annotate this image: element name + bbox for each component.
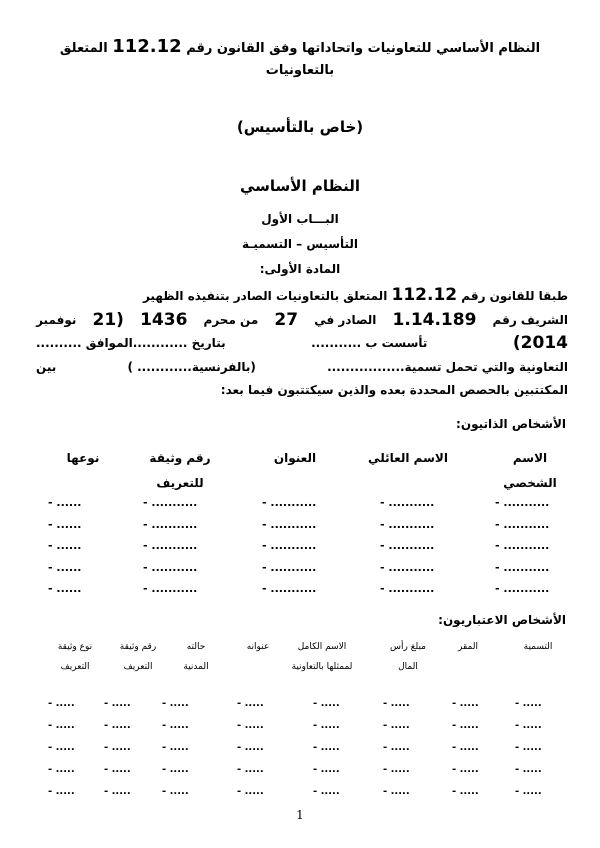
table-cell: - ........... (380, 496, 435, 509)
table-cell: - ..... (452, 720, 479, 731)
table-cell: - ..... (162, 742, 189, 753)
dahir-number: 1.14.189 (392, 309, 477, 330)
section-heading: النظام الأساسي (240, 177, 360, 195)
law-number: 112.12 (391, 285, 458, 305)
col-first-name: الاسم الشخصي (503, 451, 557, 490)
table-cell: - ..... (313, 720, 340, 731)
article-heading: المادة الأولى: (259, 262, 341, 276)
col-address: عنوانه (246, 642, 270, 652)
table-cell: - ........... (262, 582, 317, 595)
text-segment: الشريف رقم (492, 312, 568, 327)
col-headquarters: المقر (458, 642, 478, 652)
table-cell: - ..... (237, 764, 264, 775)
text-segment: من محرم (203, 312, 259, 327)
table-cell: - ...... (48, 496, 82, 509)
table-cell: - ..... (162, 698, 189, 709)
page-number: 1 (296, 808, 304, 822)
table-cell: - ..... (515, 698, 542, 709)
table-cell: - ........... (143, 539, 198, 552)
table-cell: - ..... (313, 698, 340, 709)
table-cell: - ..... (162, 720, 189, 731)
document-title (40, 36, 560, 82)
table-cell: - ..... (237, 698, 264, 709)
chapter-heading: البـــاب الأول (261, 212, 339, 226)
table-cell: - ........... (495, 582, 550, 595)
col-id-type: نوع وثيقة التعريف (57, 642, 93, 672)
table-cell: - ..... (383, 786, 410, 797)
table-cell: - ........... (380, 582, 435, 595)
table-cell: - ........... (495, 539, 550, 552)
table-cell: - ........... (380, 539, 435, 552)
table-cell: - ........... (262, 539, 317, 552)
text-segment: تأسست ب ........... (311, 336, 428, 350)
text-segment: (بالفرنسية............ ) (127, 359, 256, 374)
table-cell: - ........... (495, 496, 550, 509)
day-number: 27 (274, 309, 299, 330)
table-cell: - ..... (383, 720, 410, 731)
paragraph-line-5: المكتتبين بالحصص المحددة بعده والذين سيكتتبون فيما بعد: (220, 383, 568, 397)
table-cell: - ..... (515, 786, 542, 797)
table-cell: - ...... (48, 517, 82, 531)
col-capital: مبلغ رأس المال (390, 642, 426, 672)
col-representative: الاسم الكامل لممثلها بالتعاونية (291, 642, 353, 672)
subtitle: (خاص بالتأسيس) (236, 118, 364, 136)
table-cell: - ..... (237, 786, 264, 797)
table-cell: - ..... (313, 786, 340, 797)
natural-persons-label: الأشخاص الذاتيون: (456, 417, 566, 431)
table-cell: - ..... (48, 786, 75, 797)
title-text-a: النظام الأساسي للتعاونيات واتحاداتها وفق القانون رقم (186, 41, 541, 56)
text-segment: بين (36, 359, 57, 374)
table-cell: - ........... (143, 517, 198, 531)
table-cell: - ........... (380, 517, 435, 531)
table-cell: - ..... (452, 786, 479, 797)
table-cell: - ..... (383, 764, 410, 775)
article-paragraph (36, 284, 568, 403)
table-cell: - ........... (143, 560, 198, 574)
text-segment: التعاونية والتي تحمل تسمية................. (327, 359, 568, 374)
col-id-number: رقم وثيقة التعريف (119, 642, 157, 672)
table-cell: - ..... (48, 698, 75, 709)
table-cell: - ..... (313, 742, 340, 753)
table-cell: - ..... (104, 786, 131, 797)
table-cell: - ..... (104, 698, 131, 709)
chapter-title: التأسيس – التسميـة (241, 237, 359, 251)
text-segment: نوفمبر (36, 312, 77, 327)
col-address: العنوان (273, 451, 317, 465)
table-cell: - ........... (262, 560, 317, 574)
table-cell: - ........... (143, 582, 198, 595)
table-cell: - ..... (237, 720, 264, 731)
table-cell: - ..... (452, 742, 479, 753)
text-segment: بتاريخ ............الموافق .......... (36, 336, 226, 350)
paragraph-line-1 (36, 284, 568, 309)
paragraph-line-3 (36, 332, 568, 356)
title-text-b: المتعلق (59, 41, 108, 56)
table-cell: - ..... (104, 742, 131, 753)
table-cell: - ..... (452, 698, 479, 709)
col-id-number: رقم وثيقة للتعريف (149, 451, 211, 490)
table-cell: - ..... (515, 764, 542, 775)
gregorian-day: (21 (92, 309, 124, 330)
gregorian-year: 2014) (512, 333, 568, 353)
paragraph-line-2 (36, 309, 568, 333)
legal-persons-label: الأشخاص الاعتباريون: (438, 613, 566, 627)
col-id-type: نوعها (66, 451, 100, 465)
col-last-name: الاسم العائلي (368, 451, 448, 465)
table-cell: - ...... (48, 582, 82, 595)
table-cell: - ..... (48, 720, 75, 731)
table-cell: - ........... (495, 517, 550, 531)
hijri-year: 1436 (140, 309, 188, 330)
table-cell: - ..... (383, 698, 410, 709)
table-cell: - ..... (452, 764, 479, 775)
table-cell: - ...... (48, 560, 82, 574)
table-cell: - ..... (383, 742, 410, 753)
table-cell: - ..... (515, 720, 542, 731)
table-cell: - ..... (104, 720, 131, 731)
table-cell: - ..... (162, 764, 189, 775)
table-cell: - ..... (162, 786, 189, 797)
table-cell: - ........... (495, 560, 550, 574)
text-segment: الصادر في (314, 312, 377, 327)
table-cell: - ........... (262, 496, 317, 509)
table-cell: - ........... (262, 517, 317, 531)
table-cell: - ..... (48, 742, 75, 753)
paragraph-line-4 (36, 356, 568, 380)
col-name: التسمية (523, 642, 553, 652)
col-civil-status: حالته المدنية (183, 642, 209, 672)
text-segment: طبقا للقانون رقم (461, 289, 568, 303)
table-cell: - ..... (237, 742, 264, 753)
table-cell: - ...... (48, 539, 82, 552)
table-cell: - ..... (515, 742, 542, 753)
table-cell: - ..... (104, 764, 131, 775)
title-line-2: بالتعاونيات (265, 63, 335, 78)
table-cell: - ..... (48, 764, 75, 775)
table-cell: - ..... (313, 764, 340, 775)
law-number: 112.12 (112, 36, 182, 57)
table-cell: - ........... (380, 560, 435, 574)
table-cell: - ........... (143, 496, 198, 509)
text-segment: المتعلق بالتعاونيات الصادر بتنفيذه الظهير (142, 289, 388, 303)
